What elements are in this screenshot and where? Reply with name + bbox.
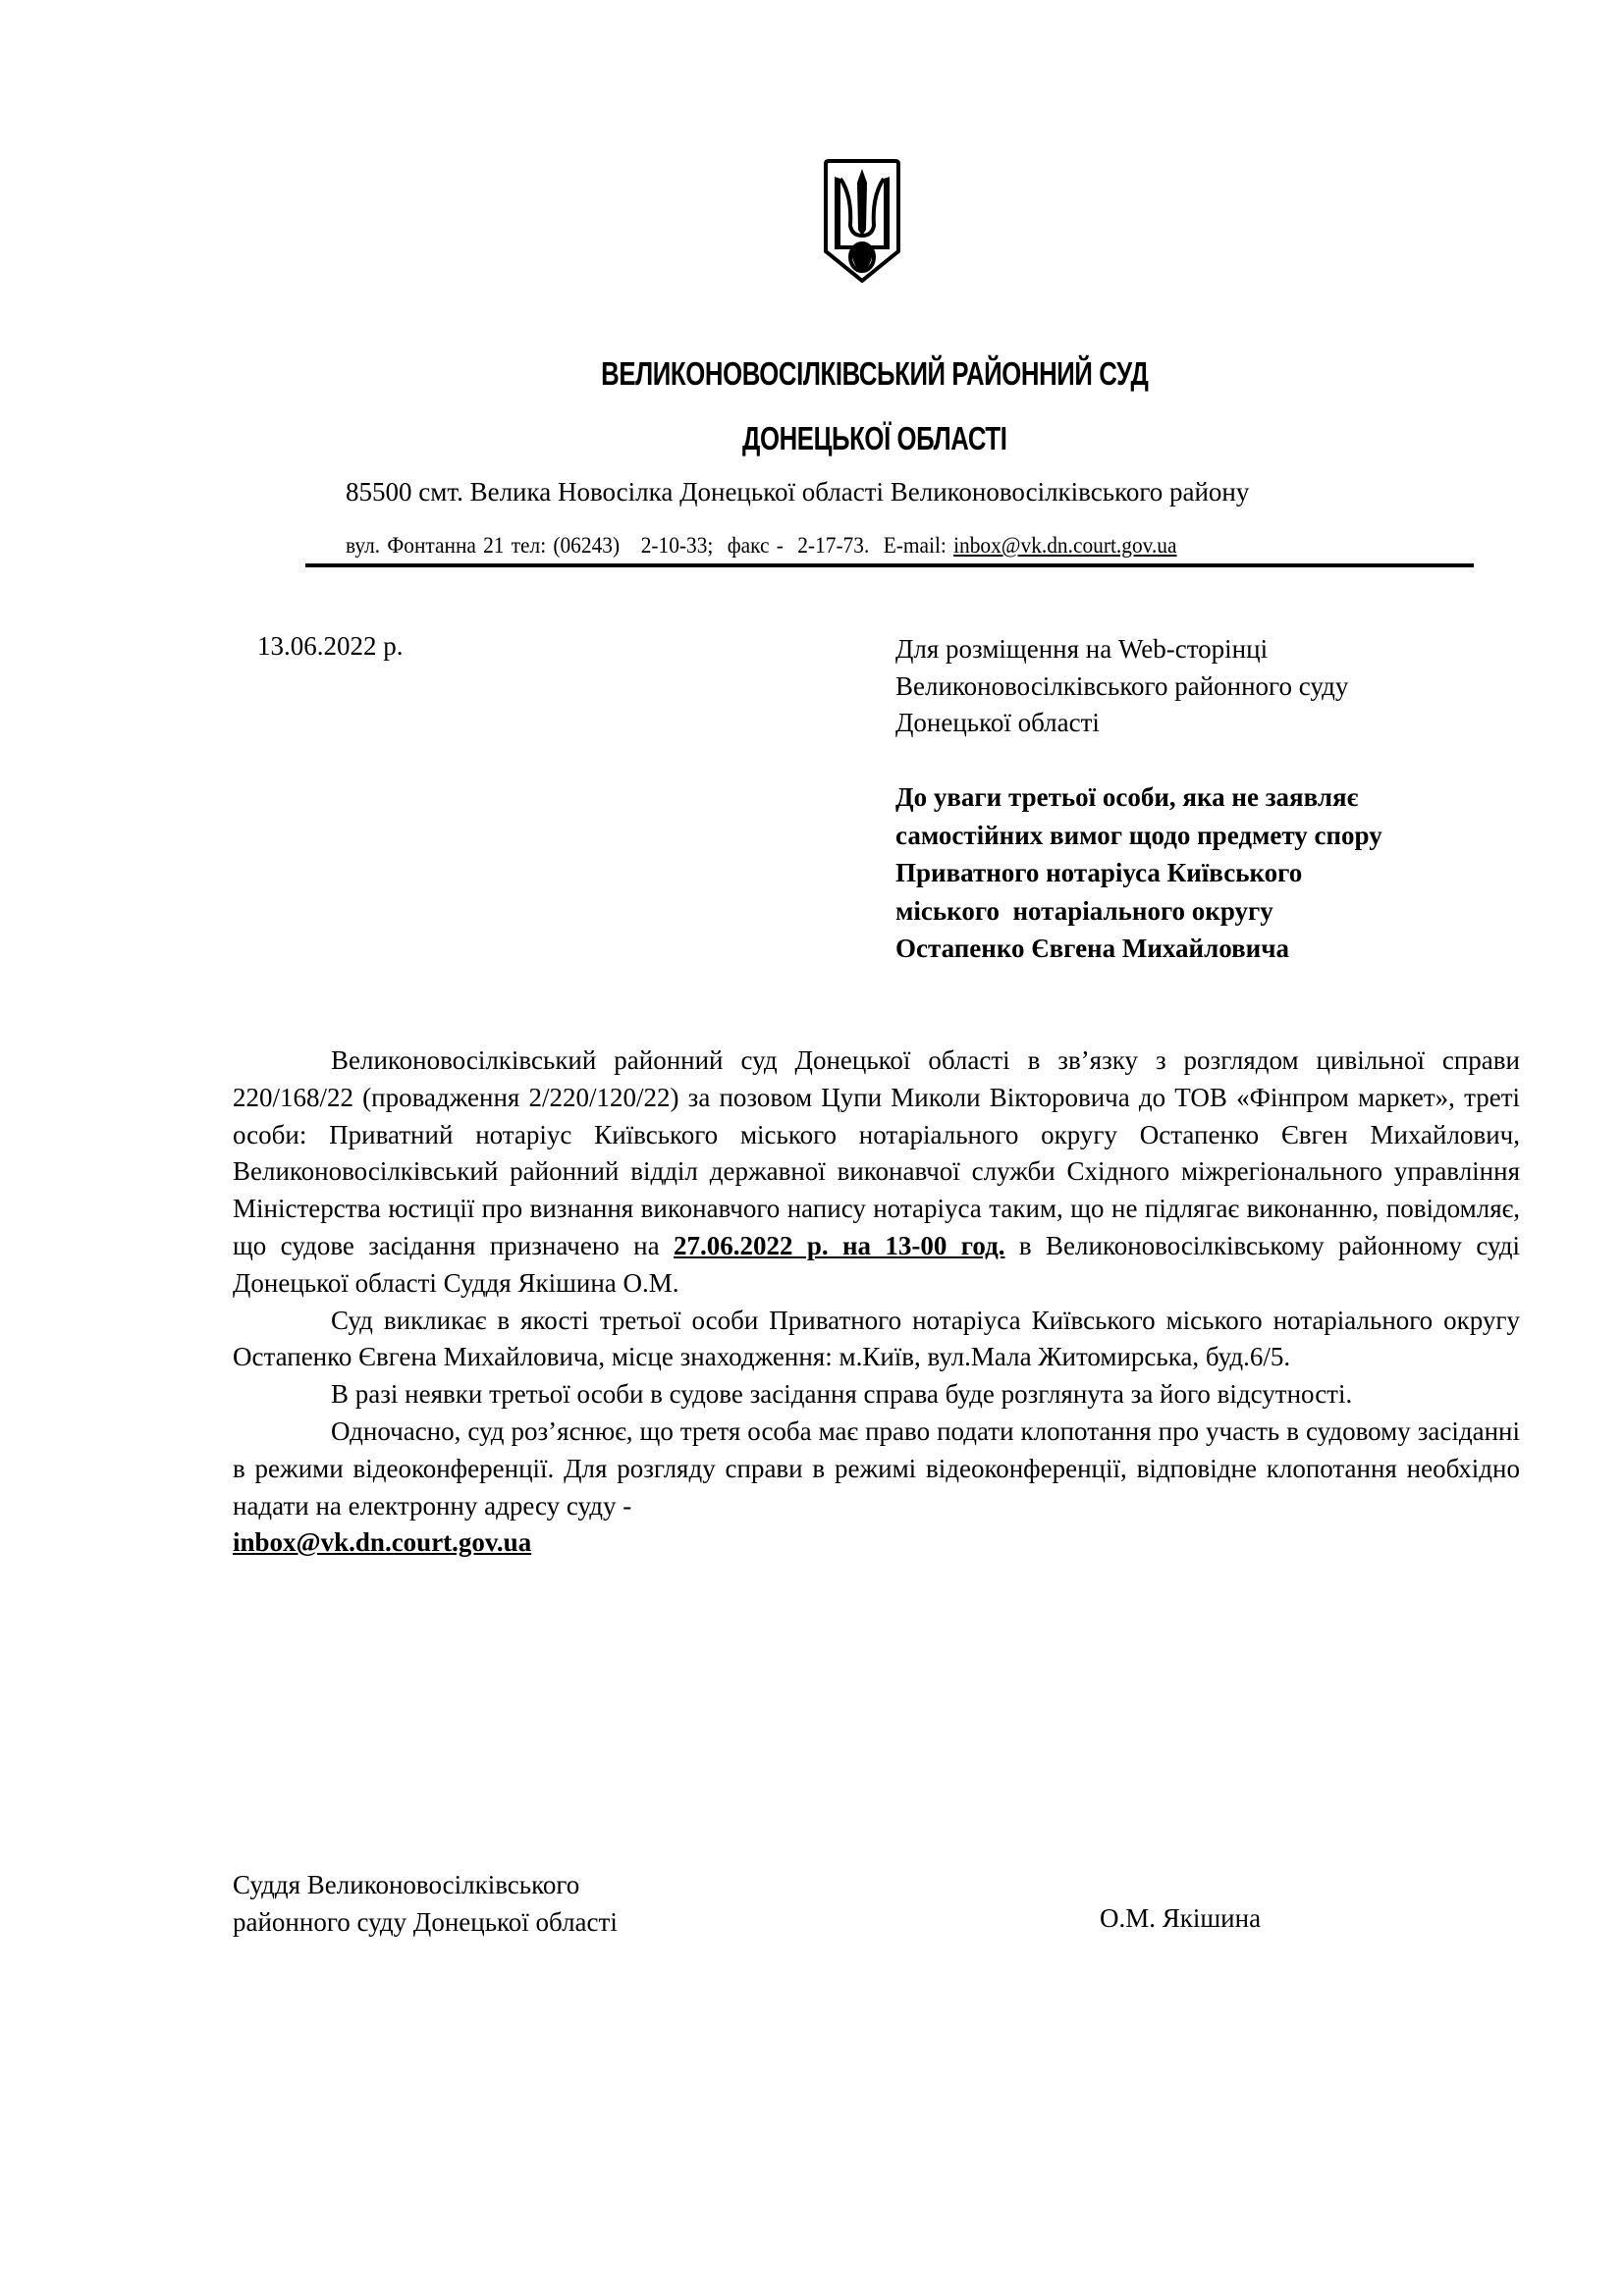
signature-title-line: районного суду Донецької області xyxy=(233,1907,618,1937)
notice-line: самостійних вимог щодо предмету спору xyxy=(895,820,1382,850)
body-email-link[interactable]: inbox@vk.dn.court.gov.ua xyxy=(233,1527,532,1558)
notice-line: До уваги третьої особи, яка не заявляє xyxy=(895,782,1359,812)
paragraph-summons: Суд викликає в якості третьої особи Приватного нотаріуса Київського міського нотаріального округу Остапенко Євгена Михайловича, місце знаходження: м.Київ, вул.Мала Житомирська, буд.6/5. xyxy=(233,1305,1520,1372)
notice-line: Приватного нотаріуса Київського xyxy=(895,858,1303,887)
court-name-text-2: ДОНЕЦЬКОЇ ОБЛАСТІ xyxy=(742,420,1007,456)
court-name-line1 xyxy=(192,355,1459,393)
hearing-datetime: 27.06.2022 р. на 13-00 год. xyxy=(673,1230,1005,1260)
paragraph-hearing xyxy=(233,1042,1520,1303)
letter-body xyxy=(233,1042,1520,1562)
notice-line: міського нотаріального округу xyxy=(895,895,1273,926)
recipient-line: Для розміщення на Web-сторінці xyxy=(895,634,1269,664)
hearing-text: Великоновосілківський районний суд Донецької області в зв’язку з розглядом цивільної справи 220/168/22 (провадження 2/220/120/22) за позовом Цупи Миколи Вікторовича до ТОВ «Фінпром маркет», треті особи: Приватний нотаріус Київського міського нотаріального округу Остапенко Євген Михайлович, Великоновосілківський районний відділ державної виконавчої служби Східного міжрегіонального управління Міністерства юстиції про визнання виконавчого напису нотаріуса таким, що не підлягає виконанню, повідомляє, що судове засідання призначено на xyxy=(233,1045,1520,1260)
hearing-text-end: в Великоновосілківському районному суді Донецької області Суддя Якішина О.М. xyxy=(233,1230,1520,1298)
recipient-line: Донецької області xyxy=(895,708,1100,737)
trident-emblem-icon xyxy=(823,157,901,283)
paragraph-absence: В разі неявки третьої особи в судове засідання справа буде розглянута за його відсутності. xyxy=(331,1379,1353,1410)
notice-addressee xyxy=(895,778,1382,968)
paragraph-videoconference: Одночасно, суд роз’яснює, що третя особа має право подати клопотання про участь в судовому засіданні в режими відеоконференції. Для розгляду справи в режимі відеоконференції, відповідне клопотання необхідно надати на електронну адресу суду - xyxy=(233,1415,1520,1521)
signature-title xyxy=(233,1866,618,1941)
recipient-line: Великоновосілківського районного суду xyxy=(895,670,1349,701)
contacts-text: вул. Фонтанна 21 тел: (06243) 2-10-33; факс - 2-17-73. E-mail: xyxy=(346,533,954,558)
header-divider xyxy=(305,563,1474,567)
notice-line: Остапенко Євгена Михайловича xyxy=(895,934,1289,963)
court-contacts xyxy=(346,533,1177,559)
signature-title-line: Суддя Великоновосілківського xyxy=(233,1870,580,1899)
recipient-block xyxy=(895,631,1348,742)
header-email-link[interactable]: inbox@vk.dn.court.gov.ua xyxy=(953,533,1177,558)
court-name-text-1: ВЕЛИКОНОВОСІЛКІВСЬКИЙ РАЙОННИЙ СУД xyxy=(601,355,1149,392)
court-address: 85500 смт. Велика Новосілка Донецької області Великоновосілківського району xyxy=(346,477,1250,507)
document-date: 13.06.2022 р. xyxy=(257,631,404,661)
court-name-line2 xyxy=(192,420,1459,457)
signature-name: О.М. Якішина xyxy=(1100,1903,1262,1933)
